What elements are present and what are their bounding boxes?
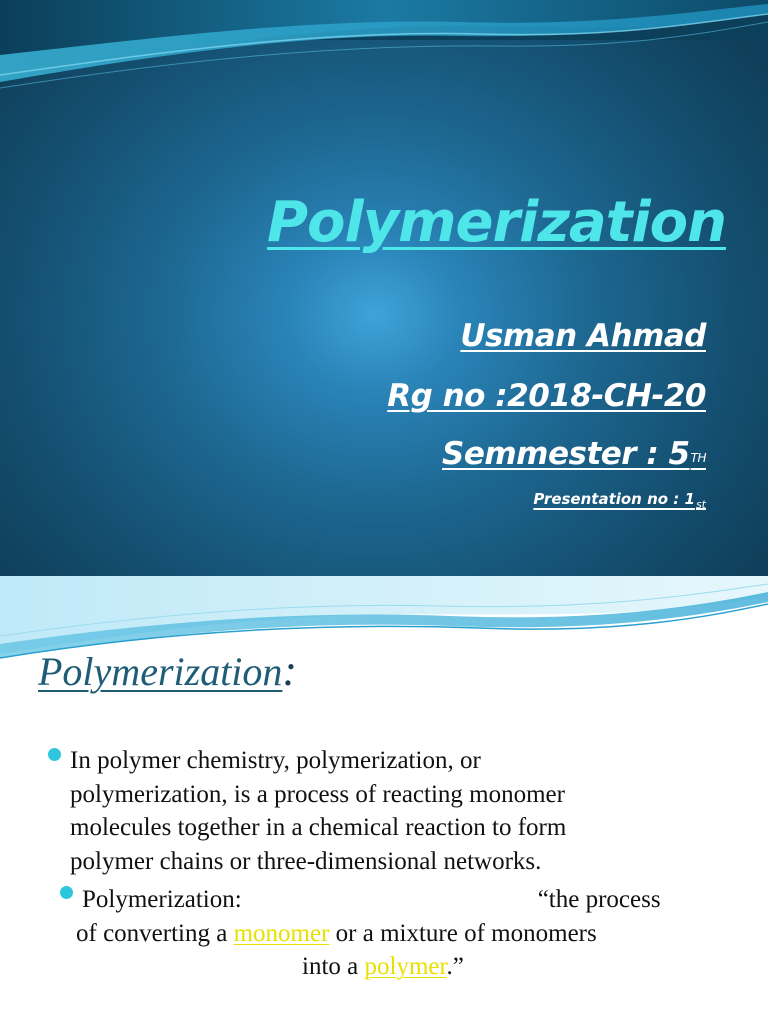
bullet2-text: of converting a (76, 919, 234, 947)
header-wave-decoration (0, 0, 768, 100)
author-name: Usman Ahmad (460, 318, 706, 354)
bullet2-text: or a mixture of monomers (329, 919, 597, 947)
bullet1-line: molecules together in a chemical reaction to form (70, 814, 567, 841)
bullet-item-quote (60, 883, 720, 984)
monomer-link[interactable]: monomer (233, 919, 330, 947)
presentation-text: Presentation no : 1 (533, 490, 695, 508)
bullet1-line: polymer chains or three-dimensional networks. (70, 847, 542, 875)
bullet2-text: .” (446, 953, 464, 980)
slide2-title-colon: : (282, 646, 298, 695)
slide2-title (38, 645, 297, 696)
bullet2-line3 (60, 950, 720, 984)
bullet2-quote-start: “the process (537, 886, 661, 913)
semester-line (442, 436, 706, 472)
bullet2-lead: Polymerization: (82, 886, 242, 913)
presentation-number-line (533, 490, 706, 511)
registration-number: Rg no :2018-CH-20 (387, 378, 706, 414)
bullet-item-definition (70, 744, 710, 878)
polymer-link[interactable]: polymer (364, 953, 447, 980)
bullet1-line: polymerization, is a process of reacting monomer (70, 780, 565, 808)
bullet2-text: into a (302, 953, 365, 980)
bullet2-line1 (60, 883, 720, 917)
slide1-title: Polymerization (266, 190, 726, 255)
slide2-title-text: Polymerization (38, 649, 283, 694)
bullet-dot-icon (48, 748, 61, 761)
presentation-superscript: st (695, 498, 706, 511)
bullet2-line2 (60, 917, 720, 951)
bullet1-line: In polymer chemistry, polymerization, or (70, 747, 481, 774)
semester-text: Semmester : 5 (442, 436, 690, 472)
semester-superscript: TH (690, 451, 706, 465)
